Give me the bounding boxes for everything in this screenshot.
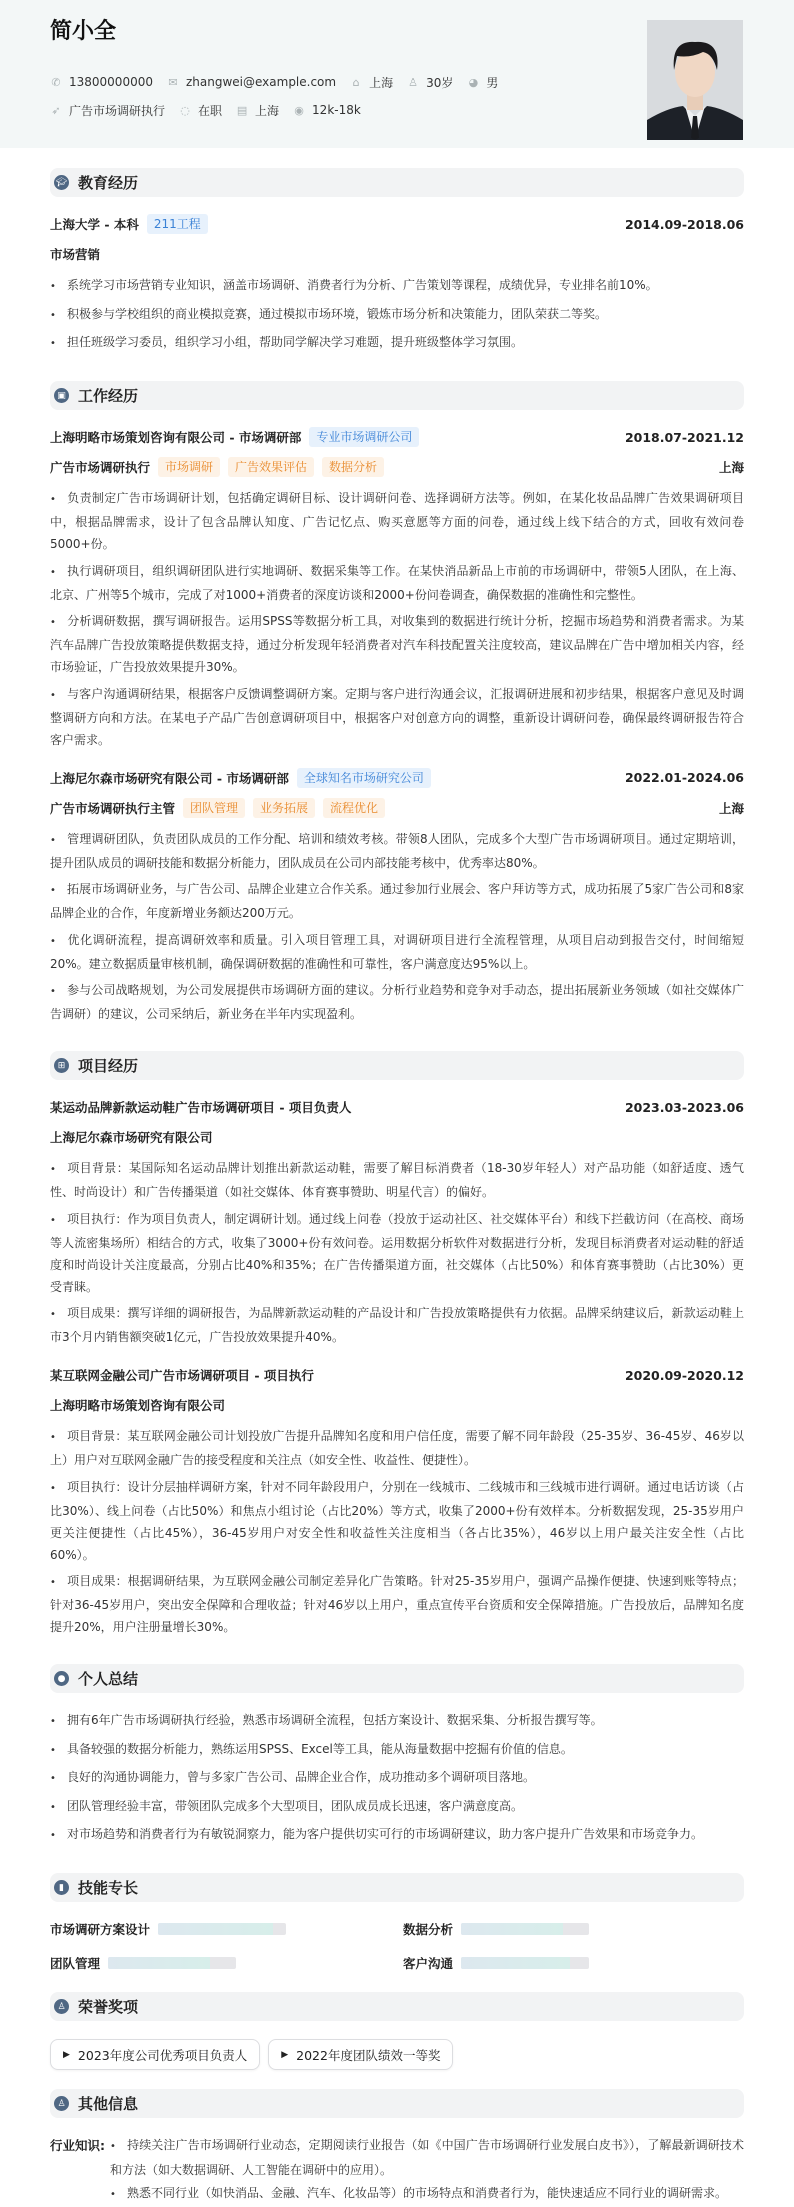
- job-status: 在职: [198, 103, 223, 118]
- skill-tag: 市场调研: [158, 457, 220, 477]
- list-item-text: 持续关注广告市场调研行业动态，定期阅读行业报告（如《中国广告市场调研行业发展白皮书》），了解最新调研技术和方法（如大数据调研、人工智能在调研中的应用）。: [110, 2138, 744, 2177]
- list-item-text: 积极参与学校组织的商业模拟竞赛，通过模拟市场环境，锻炼市场分析和决策能力，团队荣获二等奖。: [67, 306, 608, 321]
- list-item: [50, 303, 744, 327]
- job-role: 广告市场调研执行主管: [50, 800, 176, 816]
- list-item: [50, 1302, 744, 1348]
- project-company: 上海尼尔森市场研究有限公司: [50, 1130, 213, 1145]
- company: 上海明略市场策划咨询有限公司 - 市场调研部: [50, 430, 302, 445]
- list-item-text: 拥有6年广告市场调研执行经验，熟悉市场调研全流程，包括方案设计、数据采集、分析报告撰写等。: [67, 1713, 603, 1727]
- school-tag: 211工程: [147, 214, 208, 234]
- list-item-text: 与客户沟通调研结果，根据客户反馈调整调研方案。定期与客户进行沟通会议，汇报调研进展和初步结果，根据客户意见及时调整调研方向和方法。在某电子产品广告创意调研项目中，根据客户对创意方向的调整，重新设计调研问卷，确保最终调研报告符合客户需求。: [50, 686, 744, 747]
- bullet-icon: •: [50, 1164, 56, 1175]
- bullet-icon: •: [50, 281, 56, 292]
- bullet-icon: •: [50, 834, 56, 846]
- industry-knowledge: [50, 2134, 744, 2207]
- skill-name: 市场调研方案设计: [50, 1922, 151, 1937]
- list-item: [50, 1157, 744, 1203]
- list-item-text: 项目成果：撰写详细的调研报告，为品牌新款运动鞋的产品设计和广告投放策略提供有力依据。品牌采纳建议后，新款运动鞋上市3个月内销售额突破1亿元，广告投放效果提升40%。: [50, 1306, 744, 1344]
- email-icon: ✉: [168, 75, 178, 89]
- other-section: [50, 2089, 744, 2207]
- list-item: [50, 1823, 744, 1847]
- skill-tag: 团队管理: [183, 798, 245, 818]
- list-item-text: 熟悉不同行业（如快消品、金融、汽车、化妆品等）的市场特点和消费者行为，能快速适应不同行业的调研需求。: [127, 2186, 728, 2200]
- list-item-text: 优化调研流程，提高调研效率和质量。引入项目管理工具，对调研项目进行全流程管理，从项目启动到报告交付，时间缩短20%。建立数据质量审核机制，确保调研数据的准确性和可靠性，客户满意度达95%以上。: [50, 932, 744, 971]
- major: 市场营销: [50, 247, 101, 262]
- section-title: 荣誉奖项: [78, 1998, 139, 2016]
- list-item-text: 良好的沟通协调能力，曾与多家广告公司、品牌企业合作，成功推动多个调研项目落地。: [67, 1770, 536, 1784]
- skill-level-fill: [461, 1923, 563, 1935]
- bullet-list: [50, 487, 744, 751]
- honors-section: [50, 1992, 744, 2070]
- school: 上海大学 - 本科: [50, 217, 139, 232]
- bullet-icon: •: [50, 1309, 56, 1320]
- list-item-text: 拓展市场调研业务，与广告公司、品牌企业建立合作关系。通过参加行业展会、客户拜访等方式，成功拓展了5家广告公司和8家品牌企业的合作，年度新增业务额达200万元。: [50, 882, 744, 920]
- list-item: [50, 560, 744, 606]
- bullet-icon: •: [50, 309, 56, 321]
- section-header: [50, 2089, 744, 2118]
- contact-row: [50, 72, 744, 92]
- list-item: [50, 1208, 744, 1298]
- skill-tag: 流程优化: [323, 798, 385, 818]
- list-item: [50, 1795, 744, 1819]
- section-header: [50, 1992, 744, 2021]
- list-item: [50, 1709, 744, 1733]
- bullet-icon: •: [50, 1744, 56, 1756]
- list-item: [50, 1766, 744, 1790]
- bullet-icon: •: [50, 885, 56, 896]
- list-item-text: 项目成果：根据调研结果，为互联网金融公司制定差异化广告策略。针对25-35岁用户，强调产品操作便捷、快速到账等特点；针对36-45岁用户，突出安全保障和合理收益；针对46岁以上用户，重点宣传平台资质和安全保障措施。广告投放后，品牌知名度提升20%，用户注册量增长30%。: [50, 1574, 744, 1634]
- bullet-icon: •: [50, 617, 56, 628]
- other-label: 行业知识:: [50, 2138, 105, 2153]
- company: 上海尼尔森市场研究有限公司 - 市场调研部: [50, 770, 289, 786]
- section-title: 项目经历: [78, 1057, 139, 1075]
- list-item-text: 参与公司战略规划，为公司发展提供市场调研方面的建议。分析行业趋势和竞争对手动态，提出拓展新业务领域（如社交媒体广告调研）的建议，公司采纳后，新业务在半年内实现盈利。: [50, 983, 744, 1021]
- date-range: 2020.09-2020.12: [624, 1367, 744, 1383]
- section-title: 个人总结: [78, 1670, 139, 1688]
- list-item: [110, 2182, 744, 2207]
- salary: 12k-18k: [312, 103, 361, 117]
- list-item: [50, 683, 744, 751]
- job-intent-row: [50, 100, 744, 120]
- section-title: 工作经历: [78, 387, 139, 405]
- bullet-list: [50, 274, 744, 355]
- skill-name: 客户沟通: [403, 1956, 454, 1971]
- bullet-icon: •: [50, 1214, 56, 1226]
- bullet-icon: •: [50, 566, 56, 578]
- section-header: [50, 1664, 744, 1693]
- summary-section: [50, 1664, 744, 1847]
- bullet-list: [50, 1425, 744, 1638]
- bullet-icon: •: [50, 1830, 56, 1841]
- list-item: [50, 878, 744, 924]
- date-range: 2023.03-2023.06: [624, 1099, 744, 1115]
- bullet-icon: •: [50, 494, 56, 505]
- phone: 13800000000: [69, 75, 153, 89]
- candidate-name: 简小全: [50, 19, 117, 44]
- triangle-right-icon: ▶: [281, 2049, 289, 2060]
- bullet-icon: •: [50, 1773, 56, 1784]
- bullet-icon: •: [110, 2189, 116, 2200]
- list-item: [50, 1570, 744, 1638]
- building-icon: ▤: [236, 103, 248, 117]
- list-item: [50, 979, 744, 1025]
- honor-item: [268, 2039, 453, 2070]
- list-item-text: 团队管理经验丰富，带领团队完成多个大型项目，团队成员成长迅速，客户满意度高。: [67, 1798, 524, 1813]
- bullet-list: [50, 828, 744, 1026]
- list-item: [50, 274, 744, 298]
- honor-item: [50, 2039, 260, 2070]
- project-entry: [50, 1092, 744, 1348]
- age-icon: ♙: [408, 75, 419, 89]
- skill-level-bar: [158, 1923, 286, 1935]
- list-item: [50, 1738, 744, 1762]
- list-item: [50, 1425, 744, 1471]
- section-header: [50, 168, 744, 197]
- skill-level-bar: [108, 1957, 236, 1969]
- bullet-list: [50, 1709, 744, 1847]
- skill-tag: 广告效果评估: [228, 457, 314, 477]
- skill-item: [403, 1948, 743, 1978]
- skill-level-fill: [461, 1957, 570, 1969]
- projects-section: [50, 1051, 744, 1638]
- age: 30岁: [426, 75, 454, 90]
- skill-tag: 数据分析: [322, 457, 384, 477]
- company-tag: 全球知名市场研究公司: [297, 768, 431, 788]
- list-item-text: 执行调研项目，组织调研团队进行实地调研、数据采集等工作。在某快消品新品上市前的市场调研中，带领5人团队，在上海、北京、广州等5个城市，完成了对1000+消费者的深度访谈和2000+份问卷调查，确保数据的准确性和完整性。: [50, 563, 744, 602]
- job-entry: [50, 422, 744, 751]
- info-icon: ♙: [54, 2096, 69, 2111]
- company-tag: 专业市场调研公司: [309, 427, 419, 447]
- bullet-icon: •: [50, 1482, 56, 1494]
- bullet-icon: •: [50, 1716, 56, 1727]
- list-item-text: 项目执行：设计分层抽样调研方案，针对不同年龄段用户，分别在一线城市、二线城市和三线城市进行调研。通过电话访谈（占比30%）、线上问卷（占比50%）和焦点小组讨论（占比20%）等方式，收集了2000+份有效样本。分析数据发现，25-35岁用户更关注便捷性（占比45%），36-45岁用户对安全性和收益性关注度相当（各占比35%），46岁以上用户最关注安全性（占比60%）。: [50, 1479, 744, 1562]
- home-icon: ⌂: [352, 75, 360, 89]
- work-section: [50, 381, 744, 1025]
- skill-name: 数据分析: [403, 1922, 454, 1937]
- send-icon: ➶: [51, 103, 61, 117]
- list-item-text: 分析调研数据，撰写调研报告。运用SPSS等数据分析工具，对收集到的数据进行统计分析，挖掘市场趋势和消费者需求。为某汽车品牌广告投放策略提供数据支持，通过分析发现年轻消费者对汽车科技配置关注度较高，建议品牌在广告中增加相关内容，经市场验证，广告投放效果提升30%。: [50, 614, 744, 674]
- user-icon: ●: [54, 1671, 69, 1686]
- project-name: 某互联网金融公司广告市场调研项目 - 项目执行: [50, 1368, 314, 1383]
- salary-icon: ◉: [294, 103, 304, 117]
- skill-level-bar: [461, 1923, 589, 1935]
- skills-section: [50, 1873, 744, 1978]
- skill-item: [50, 1948, 403, 1978]
- date-range: 2018.07-2021.12: [624, 429, 744, 445]
- job-city: 上海: [718, 800, 744, 816]
- list-item: [110, 2134, 744, 2182]
- project-entry: [50, 1360, 744, 1638]
- list-item-text: 系统学习市场营销专业知识，涵盖市场调研、消费者行为分析、广告策划等课程，成绩优异，专业排名前10%。: [67, 278, 658, 292]
- bullet-list: [50, 1157, 744, 1348]
- skill-level-fill: [158, 1923, 273, 1935]
- skill-level-bar: [461, 1957, 589, 1969]
- list-item: [50, 487, 744, 555]
- job-role: 广告市场调研执行: [50, 460, 151, 475]
- skill-level-fill: [108, 1957, 210, 1969]
- bar-chart-icon: ▮: [54, 1880, 69, 1895]
- location: 上海: [369, 75, 394, 90]
- award-icon: ♙: [54, 1999, 69, 2014]
- section-title: 教育经历: [78, 174, 139, 192]
- list-item-text: 项目背景：某互联网金融公司计划投放广告提升品牌知名度和用户信任度，需要了解不同年龄段（25-35岁、36-45岁、46岁以上）用户对互联网金融广告的接受程度和关注点（如安全性、收益性、便捷性）。: [50, 1429, 744, 1467]
- section-header: [50, 1051, 744, 1080]
- bullet-icon: •: [50, 1801, 56, 1813]
- list-item-text: 具备较强的数据分析能力，熟练运用SPSS、Excel等工具，能从海量数据中挖掘有价值的信息。: [67, 1741, 573, 1756]
- honor-text: 2023年度公司优秀项目负责人: [77, 2047, 248, 2063]
- bullet-icon: •: [50, 338, 56, 349]
- list-item-text: 对市场趋势和消费者行为有敏锐洞察力，能为客户提供切实可行的市场调研建议，助力客户提升广告效果和市场竞争力。: [67, 1827, 704, 1841]
- target-city: 上海: [255, 103, 280, 118]
- target-job: 广告市场调研执行: [69, 103, 166, 118]
- section-header: [50, 381, 744, 410]
- date-range: 2014.09-2018.06: [624, 216, 744, 232]
- resume-body: [0, 168, 794, 2207]
- status-icon: ◌: [180, 103, 190, 117]
- project-company: 上海明略市场策划咨询有限公司: [50, 1398, 226, 1413]
- list-item: [50, 828, 744, 874]
- list-item-text: 项目执行：作为项目负责人，制定调研计划。通过线上问卷（投放于运动社区、社交媒体平台）和线下拦截访问（在高校、商场等人流密集场所）相结合的方式，收集了3000+份有效问卷。运用数据分析软件对数据进行分析，发现目标消费者对运动鞋的舒适度和时尚设计关注度最高，分别占比40%和35%；在广告传播渠道方面，社交媒体（占比50%）和体育赛事赞助（占比30%）更受青睐。: [50, 1211, 744, 1294]
- section-header: [50, 1873, 744, 1902]
- bullet-list: [110, 2134, 744, 2207]
- list-item-text: 管理调研团队，负责团队成员的工作分配、培训和绩效考核。带领8人团队，完成多个大型广告市场调研项目。通过定期培训，提升团队成员的调研技能和数据分析能力，团队成员在公司内部技能考核中，优秀率达80%。: [50, 831, 744, 870]
- list-item: [50, 331, 744, 355]
- honor-text: 2022年度团队绩效一等奖: [296, 2047, 441, 2063]
- grid-icon: ⊞: [54, 1058, 69, 1073]
- education-entry: [50, 209, 744, 355]
- bullet-icon: •: [50, 1577, 56, 1588]
- phone-icon: ✆: [51, 75, 61, 89]
- bullet-icon: •: [50, 689, 56, 701]
- triangle-right-icon: ▶: [63, 2049, 70, 2060]
- list-item: [50, 929, 744, 975]
- project-name: 某运动品牌新款运动鞋广告市场调研项目 - 项目负责人: [50, 1100, 352, 1115]
- resume-header: [0, 0, 794, 148]
- job-entry: [50, 763, 744, 1026]
- bullet-icon: •: [50, 1432, 56, 1443]
- list-item-text: 负责制定广告市场调研计划，包括确定调研目标、设计调研问卷、选择调研方法等。例如，在某化妆品品牌广告效果调研项目中，根据品牌需求，设计了包含品牌认知度、广告记忆点、购买意愿等方面的问卷，通过线上线下结合的方式，回收有效问卷5000+份。: [50, 491, 744, 551]
- list-item: [50, 610, 744, 678]
- profile-photo: [647, 20, 743, 140]
- list-item-text: 项目背景：某国际知名运动品牌计划推出新款运动鞋，需要了解目标消费者（18-30岁年轻人）对产品功能（如舒适度、透气性、时尚设计）和广告传播渠道（如社交媒体、体育赛事赞助、明星代言）的偏好。: [50, 1161, 744, 1199]
- gender-icon: ◕: [468, 75, 479, 89]
- bullet-icon: •: [50, 935, 56, 947]
- graduation-cap-icon: 🎓︎: [54, 175, 69, 190]
- skill-name: 团队管理: [50, 1956, 101, 1971]
- bullet-icon: •: [110, 2141, 116, 2152]
- bullet-icon: •: [50, 986, 56, 997]
- job-city: 上海: [718, 460, 744, 475]
- gender: 男: [486, 75, 499, 90]
- date-range: 2022.01-2024.06: [624, 770, 744, 785]
- briefcase-icon: ▣: [54, 388, 69, 403]
- list-item: [50, 1476, 744, 1566]
- email: zhangwei@example.com: [185, 75, 337, 89]
- skill-item: [403, 1914, 743, 1944]
- list-item-text: 担任班级学习委员，组织学习小组，帮助同学解决学习难题，提升班级整体学习氛围。: [67, 335, 524, 349]
- education-section: [50, 168, 744, 355]
- section-title: 技能专长: [78, 1879, 139, 1897]
- skill-tag: 业务拓展: [253, 798, 315, 818]
- skill-item: [50, 1914, 403, 1944]
- section-title: 其他信息: [78, 2095, 139, 2113]
